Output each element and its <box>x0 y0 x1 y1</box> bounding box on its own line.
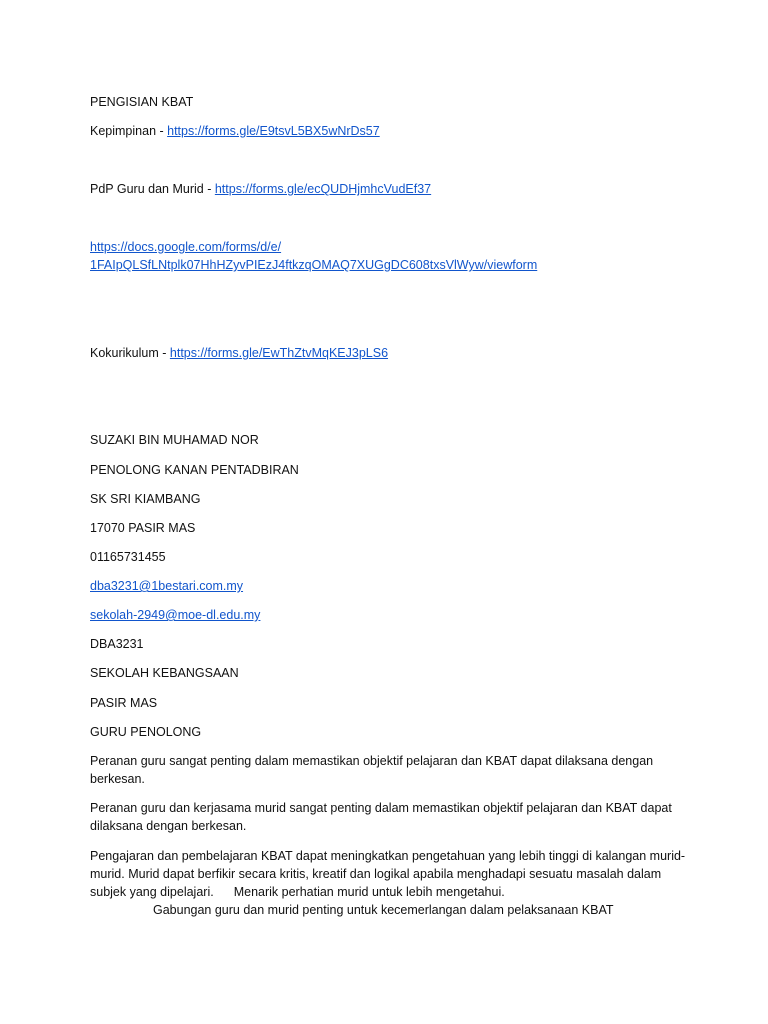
kepimpinan-link[interactable]: https://forms.gle/E9tsvL5BX5wNrDs57 <box>167 124 380 138</box>
paragraph-3 <box>90 847 690 919</box>
kokurikulum-label: Kokurikulum - <box>90 346 170 360</box>
contact-school: SK SRI KIAMBANG <box>90 492 201 506</box>
paragraph-3-main: Pengajaran dan pembelajaran KBAT dapat meningkatkan pengetahuan yang lebih tinggi di kalangan murid-murid. Murid dapat berfikir secara kritis, kreatif dan logikal apabila menghadapi sesuatu masalah dalam subjek yang dipelajari. <box>90 849 686 899</box>
paragraph-2: Peranan guru dan kerjasama murid sangat penting dalam memastikan objektif pelajaran dan KBAT dapat dilaksana dengan berkesan. <box>90 801 672 833</box>
kokurikulum-line <box>90 344 388 362</box>
paragraph-1: Peranan guru sangat penting dalam memastikan objektif pelajaran dan KBAT dapat dilaksana dengan berkesan. <box>90 754 654 786</box>
kokurikulum-link[interactable]: https://forms.gle/EwThZtvMqKEJ3pLS6 <box>169 346 389 360</box>
contact-code: DBA3231 <box>90 637 144 651</box>
heading: PENGISIAN KBAT <box>90 95 194 109</box>
contact-district: PASIR MAS <box>90 696 158 710</box>
contact-position: PENOLONG KANAN PENTADBIRAN <box>90 463 299 477</box>
paragraph-3-closing: Gabungan guru dan murid penting untuk kecemerlangan dalam pelaksanaan KBAT <box>153 903 614 917</box>
contact-role: GURU PENOLONG <box>90 725 202 739</box>
docs-link-block <box>90 238 537 274</box>
paragraph-3-sentence: Menarik perhatian murid untuk lebih mengetahui. <box>233 885 505 899</box>
contact-name: SUZAKI BIN MUHAMAD NOR <box>90 433 259 447</box>
pdp-label: PdP Guru dan Murid - <box>90 182 215 196</box>
contact-email-2 <box>90 606 260 624</box>
email-link-1[interactable]: dba3231@1bestari.com.my <box>90 579 244 593</box>
email-link-2[interactable]: sekolah-2949@moe-dl.edu.my <box>90 608 261 622</box>
contact-email-1 <box>90 577 243 595</box>
pdp-link[interactable]: https://forms.gle/ecQUDHjmhcVudEf37 <box>214 182 432 196</box>
pdp-line <box>90 180 431 198</box>
kepimpinan-label: Kepimpinan - <box>90 124 168 138</box>
docs-link-part1[interactable]: https://docs.google.com/forms/d/e/ <box>90 240 282 254</box>
kepimpinan-line <box>90 122 380 140</box>
contact-school-type: SEKOLAH KEBANGSAAN <box>90 666 239 680</box>
contact-phone: 01165731455 <box>90 550 166 564</box>
docs-link-part2[interactable]: 1FAIpQLSfLNtplk07HhHZyvPIEzJ4ftkzqOMAQ7XUGgDC608txsVlWyw/viewform <box>90 258 538 272</box>
contact-postcode-city: 17070 PASIR MAS <box>90 521 196 535</box>
